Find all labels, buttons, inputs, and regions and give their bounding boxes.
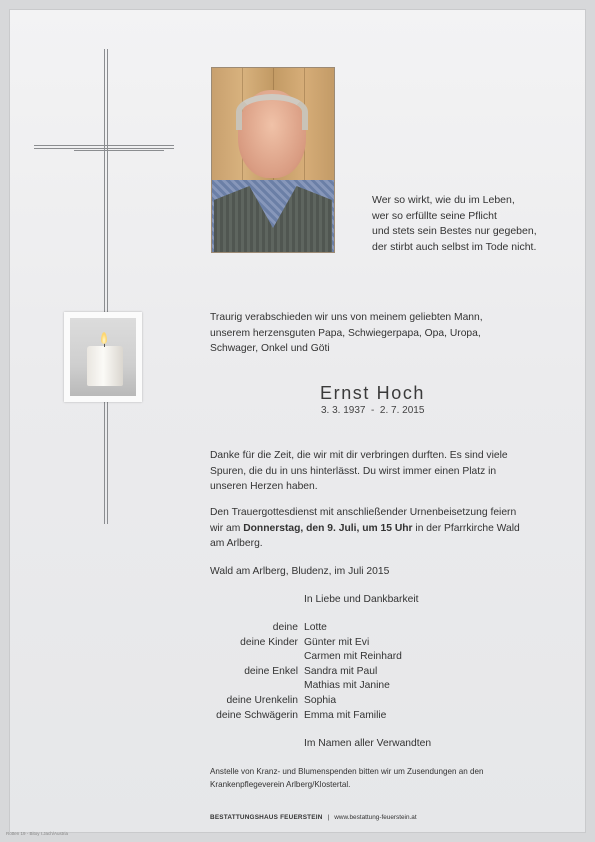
family-relation: deine (272, 622, 298, 633)
company-name: BESTATTUNGSHAUS FEUERSTEIN (210, 814, 323, 821)
thanks-line: Spuren, die du in uns hinterlässt. Du wirst immer einen Platz in (210, 465, 497, 477)
thanks-text (210, 448, 508, 495)
company-website: www.bestattung-feuerstein.at (334, 814, 417, 821)
footer (210, 814, 417, 821)
family-row (160, 650, 420, 665)
thanks-line: unseren Herzen haben. (210, 481, 318, 492)
portrait-photo (212, 68, 334, 252)
service-line (210, 521, 520, 537)
service-line: Den Trauergottesdienst mit anschließender Urnenbeisetzung feiern (210, 507, 517, 518)
donation-note (210, 766, 484, 791)
cross-horizontal-bar (34, 145, 174, 151)
poem-line: wer so erfüllte seine Pflicht (372, 209, 497, 222)
poem (372, 193, 537, 255)
family-relation: deine Urenkelin (226, 694, 298, 706)
intro-line: unserem herzensguten Papa, Schwiegerpapa, Opa, Uropa, (210, 327, 481, 339)
service-line: am Arlberg. (210, 538, 263, 549)
relatives-signature: Im Namen aller Verwandten (304, 738, 432, 749)
family-relation: deine Schwägerin (216, 709, 298, 721)
family-member: Günter mit Evi (304, 636, 370, 648)
intro-line: Schwager, Onkel und Göti (210, 343, 330, 354)
service-text-post: in der Pfarrkirche Wald (412, 522, 520, 534)
intro-text (210, 310, 483, 357)
family-relation: deine Kinder (240, 636, 298, 648)
family-row (160, 679, 420, 694)
service-text-pre: wir am (210, 522, 244, 534)
poem-line: Wer so wirkt, wie du im Leben, (372, 194, 515, 206)
family-list (160, 621, 420, 723)
deceased-name: Ernst Hoch (320, 383, 426, 403)
cross-vertical-bar (104, 49, 108, 524)
family-member: Lotte (304, 622, 327, 633)
print-imprint: Rotten 19 - Bitoy I.Jach/Austria (6, 831, 69, 836)
family-relation (160, 650, 304, 665)
intro-line: Traurig verabschieden wir uns von meinem geliebten Mann, (210, 312, 483, 323)
candle-photo (64, 312, 142, 402)
family-member: Sophia (304, 694, 337, 706)
family-member: Sandra mit Paul (304, 665, 378, 677)
flame-icon (101, 332, 107, 344)
family-row (160, 665, 420, 680)
candle-icon (87, 346, 123, 386)
family-relation (160, 679, 304, 694)
closing-phrase: In Liebe und Dankbarkeit (304, 594, 419, 605)
service-text (210, 505, 520, 552)
family-member: Carmen mit Reinhard (304, 651, 402, 663)
footer-separator: | (327, 814, 330, 821)
place-date: Wald am Arlberg, Bludenz, im Juli 2015 (210, 566, 390, 577)
family-member: Emma mit Familie (304, 709, 387, 721)
obituary-page (10, 10, 585, 832)
family-row (160, 621, 420, 636)
family-member: Mathias mit Janine (304, 680, 390, 692)
family-row (160, 709, 420, 724)
poem-line: der stirbt auch selbst im Tode nicht. (372, 240, 537, 253)
note-line: Krankenpflegeverein Arlberg/Klostertal. (210, 779, 351, 789)
life-dates: 3. 3. 1937 - 2. 7. 2015 (321, 405, 425, 416)
family-row (160, 694, 420, 709)
thanks-line: Danke für die Zeit, die wir mit dir verbringen durften. Es sind viele (210, 450, 508, 461)
note-line: Anstelle von Kranz- und Blumenspenden bitten wir um Zusendungen an den (210, 767, 484, 776)
poem-line: und stets sein Bestes nur gegeben, (372, 225, 537, 237)
family-row (160, 636, 420, 651)
family-relation: deine Enkel (244, 665, 298, 677)
service-datetime: Donnerstag, den 9. Juli, um 15 Uhr (243, 522, 413, 534)
